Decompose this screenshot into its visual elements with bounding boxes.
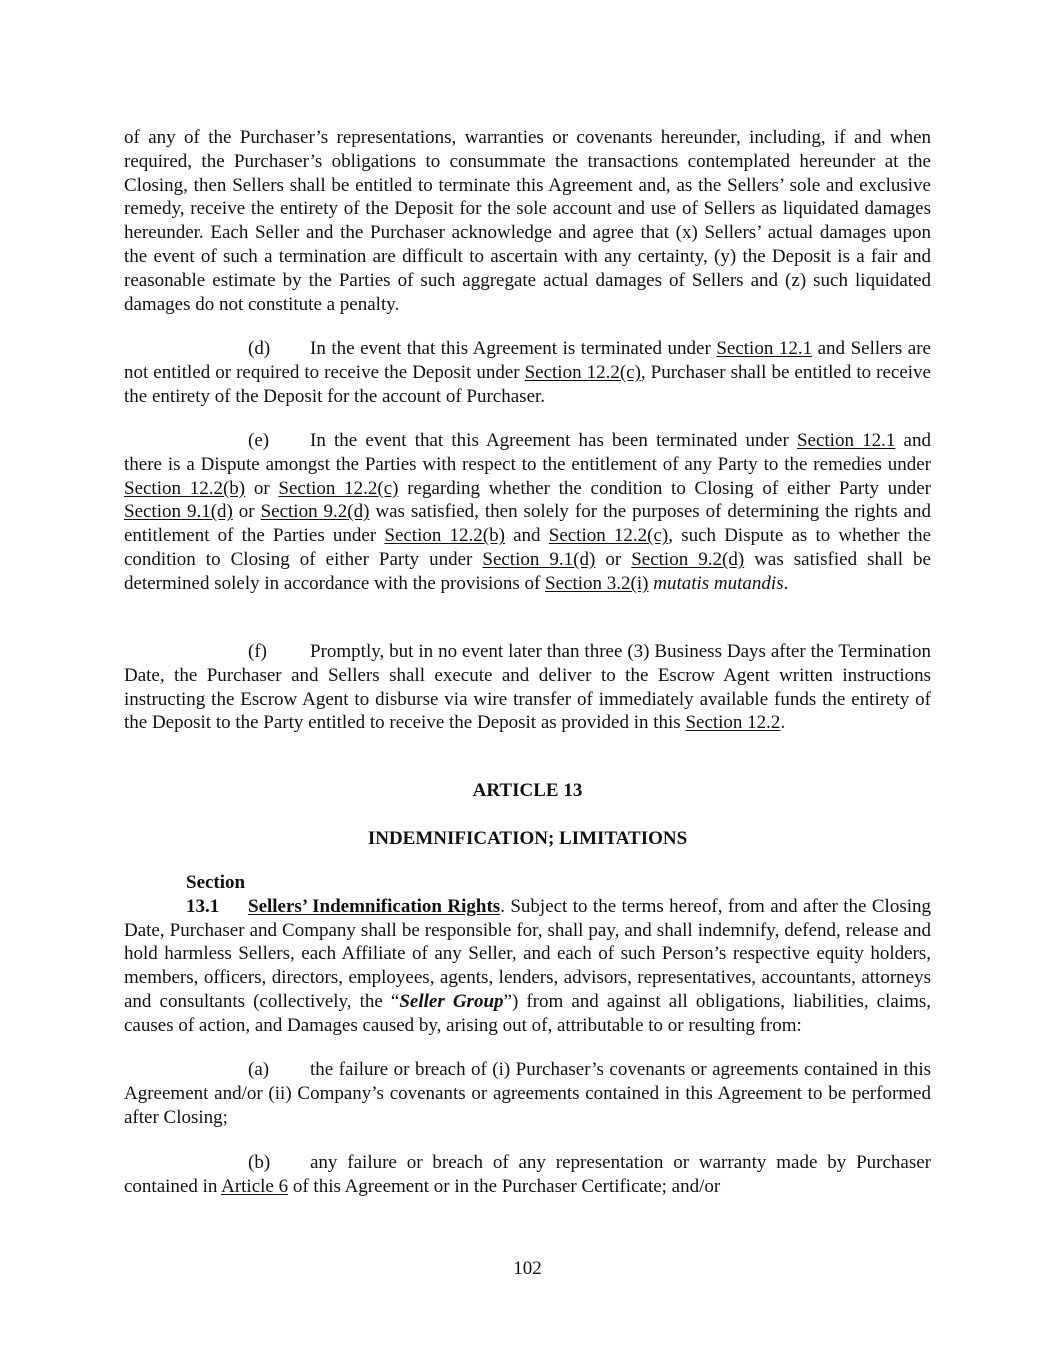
article-6-link[interactable]: Article 6: [221, 1175, 289, 1197]
section-12-2c-link[interactable]: Section 12.2(c): [548, 525, 669, 547]
defined-term: Seller Group: [399, 990, 504, 1012]
page-number: 102: [513, 1258, 542, 1279]
section-3-2i-link[interactable]: Section 3.2(i): [545, 572, 649, 594]
paragraph-f-label: (f): [248, 641, 267, 662]
paragraph-d: (d) In the event that this Agreement is terminated under Section 12.1 and Sellers are not entitled or required to receive the Deposit under Section 12.2(c), Purchaser shall be entitled to receive the entirety of the Deposit for the account of Purchaser.: [124, 338, 931, 407]
section-13-1: Section 13.1 Sellers’ Indemnification Rights. Subject to the terms hereof, from and after the Closing Date, Purchaser and Company shall be responsible for, shall pay, and shall indemnify, defend, release and hold harmless Sellers, each Affiliate of any Seller, and each of such Person’s respective equity holders, members, officers, directors, employees, agents, lenders, advisors, representatives, accountants, attorneys and consultants (collectively, the “Seller Group”) from and against all obligations, liabilities, claims, causes of action, and Damages caused by, arising out of, attributable to or resulting from:: [124, 872, 931, 1036]
paragraph-f: (f) Promptly, but in no event later than three (3) Business Days after the Termination Date, the Purchaser and Sellers shall execute and deliver to the Escrow Agent written instructions instructing the Escrow Agent to disburse via wire transfer of immediately available funds the entirety of the Deposit to the Party entitled to receive the Deposit as provided in this Section 12.2.: [124, 641, 931, 734]
section-12-2b-link[interactable]: Section 12.2(b): [384, 525, 505, 547]
section-12-2-link[interactable]: Section 12.2: [685, 712, 781, 734]
section-12-2c-link[interactable]: Section 12.2(c): [524, 361, 641, 383]
section-12-2c-link[interactable]: Section 12.2(c): [278, 477, 399, 499]
subparagraph-a-label: (a): [248, 1059, 270, 1080]
paragraph-c-continuation: of any of the Purchaser’s representations, warranties or covenants hereunder, including, if and when required, the Purchaser’s obligations to consummate the transactions contemplated hereunder at the Closing, then Sellers shall be entitled to terminate this Agreement and, as the Sellers’ sole and exclusive remedy, receive the entirety of the Deposit for the sole account and use of Sellers as liquidated damages hereunder. Each Seller and the Purchaser acknowledge and agree that (x) Sellers’ actual damages upon the event of such a termination are difficult to ascertain with any certainty, (y) the Deposit is a fair and reasonable estimate by the Parties of such aggregate actual damages of Sellers and (z) such liquidated damages do not constitute a penalty.: [124, 127, 931, 315]
section-9-1d-link[interactable]: Section 9.1(d): [124, 501, 233, 523]
section-9-1d-link[interactable]: Section 9.1(d): [482, 548, 596, 570]
paragraph-e-label: (e): [248, 430, 270, 451]
section-12-1-link[interactable]: Section 12.1: [796, 430, 896, 451]
subparagraph-b-label: (b): [248, 1152, 271, 1173]
paragraph-e: (e) In the event that this Agreement has been terminated under Section 12.1 and there is a Dispute amongst the Parties with respect to the entitlement of any Party to the remedies under Section 12.2(b) or Section 12.2(c) regarding whether the condition to Closing of either Party under Section 9.1(d) or Section 9.2(d) was satisfied, then solely for the purposes of determining the rights and entitlement of the Parties under Section 12.2(b) and Section 12.2(c), such Dispute as to whether the condition to Closing of either Party under Section 9.1(d) or Section 9.2(d) was satisfied shall be determined solely in accordance with the provisions of Section 3.2(i) mutatis mutandis.: [124, 430, 932, 594]
article-number: ARTICLE 13: [472, 780, 583, 801]
section-9-2d-link[interactable]: Section 9.2(d): [260, 501, 370, 523]
section-9-2d-link[interactable]: Section 9.2(d): [631, 548, 745, 570]
section-heading: Sellers’ Indemnification Rights: [248, 895, 501, 917]
article-title: INDEMNIFICATION; LIMITATIONS: [367, 828, 688, 849]
paragraph-d-label: (d): [248, 338, 271, 359]
subparagraph-a: (a) the failure or breach of (i) Purchaser’s covenants or agreements contained in this Agreement and/or (ii) Company’s covenants or agreements contained in this Agreement to be performed after Closing;: [124, 1059, 931, 1128]
subparagraph-b: (b) any failure or breach of any representation or warranty made by Purchaser contained in Article 6 of this Agreement or in the Purchaser Certificate; and/or: [124, 1152, 931, 1197]
section-number: Section 13.1: [186, 872, 246, 917]
section-12-1-link[interactable]: Section 12.1: [716, 338, 813, 359]
section-12-2b-link[interactable]: Section 12.2(b): [124, 477, 246, 499]
latin-term: mutatis mutandis: [653, 572, 784, 594]
